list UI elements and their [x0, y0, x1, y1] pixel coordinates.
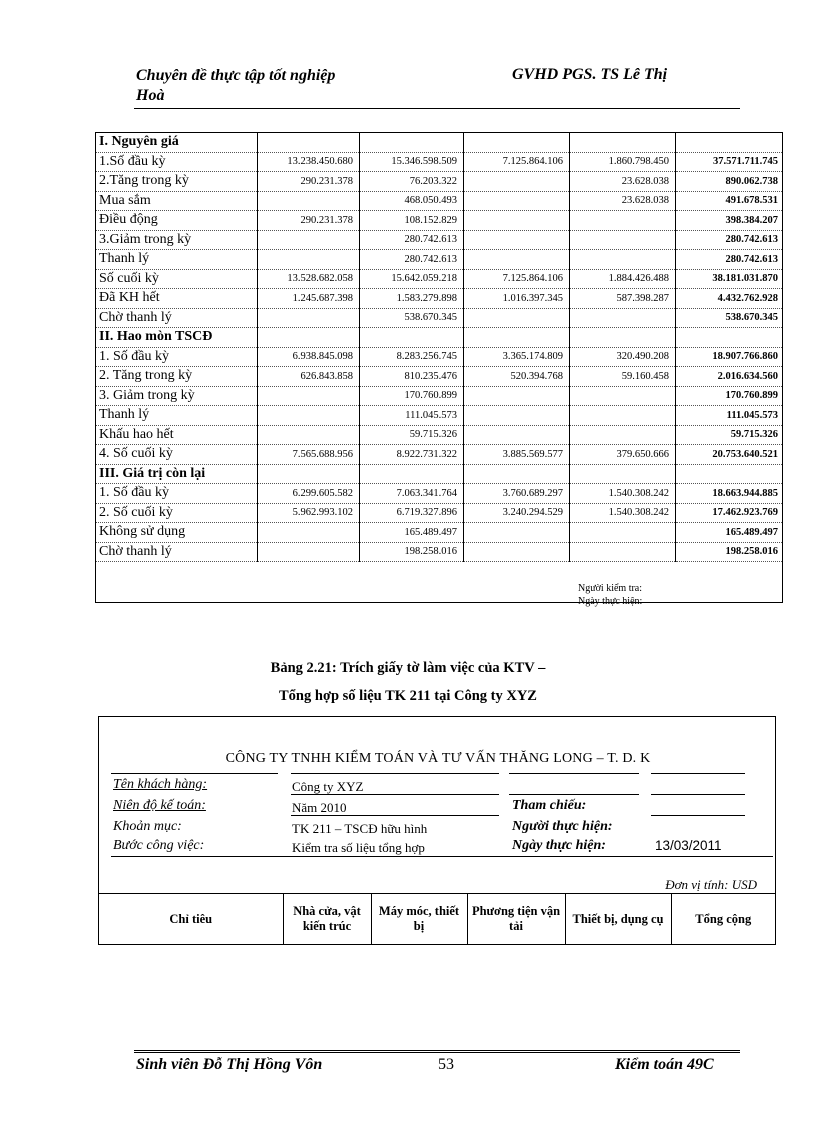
rule	[291, 815, 499, 816]
page-number: 53	[438, 1056, 454, 1073]
vehicles-value	[464, 386, 570, 406]
signoff-date-label: Ngày thực hiện:	[578, 596, 643, 607]
buildings-value	[258, 425, 360, 445]
rule	[651, 794, 745, 795]
total-value: 111.045.573	[676, 406, 783, 426]
vehicles-value	[464, 172, 570, 192]
table-row	[96, 211, 783, 231]
perform-date-label: Ngày thực hiện:	[512, 838, 606, 853]
total-value: 491.678.531	[676, 191, 783, 211]
equipment-value	[570, 328, 676, 348]
footer-class: Kiểm toán 49C	[615, 1056, 714, 1073]
buildings-value	[258, 542, 360, 562]
equipment-value	[570, 542, 676, 562]
machinery-value: 280.742.613	[360, 230, 464, 250]
total-value: 38.181.031.870	[676, 269, 783, 289]
table-row	[96, 406, 783, 426]
equipment-value	[570, 406, 676, 426]
equipment-value	[570, 523, 676, 543]
buildings-value: 6.299.605.582	[258, 484, 360, 504]
header-advisor: GVHD PGS. TS Lê Thị	[512, 66, 668, 83]
vehicles-value	[464, 542, 570, 562]
buildings-value: 13.528.682.058	[258, 269, 360, 289]
row-label: Điều động	[96, 211, 258, 231]
row-label: 1. Số đầu kỳ	[96, 484, 258, 504]
equipment-value: 1.540.308.242	[570, 484, 676, 504]
buildings-value: 290.231.378	[258, 211, 360, 231]
total-value: 890.062.738	[676, 172, 783, 192]
vehicles-value	[464, 406, 570, 426]
buildings-value	[258, 523, 360, 543]
row-label: Chờ thanh lý	[96, 308, 258, 328]
vehicles-value: 7.125.864.106	[464, 152, 570, 172]
buildings-value	[258, 191, 360, 211]
total-value: 37.571.711.745	[676, 152, 783, 172]
buildings-value	[258, 250, 360, 270]
vehicles-value: 3.885.569.577	[464, 445, 570, 465]
machinery-value: 170.760.899	[360, 386, 464, 406]
footer-rule	[134, 1050, 740, 1053]
table-row	[96, 172, 783, 192]
buildings-value: 5.962.993.102	[258, 503, 360, 523]
total-value: 170.760.899	[676, 386, 783, 406]
row-label: 3. Giảm trong kỳ	[96, 386, 258, 406]
buildings-value: 6.938.845.098	[258, 347, 360, 367]
rule	[291, 773, 499, 774]
vehicles-value	[464, 308, 570, 328]
buildings-value	[258, 386, 360, 406]
machinery-value: 8.922.731.322	[360, 445, 464, 465]
vehicles-value	[464, 523, 570, 543]
table-row	[96, 133, 783, 153]
equipment-value	[570, 386, 676, 406]
vehicles-value	[464, 230, 570, 250]
machinery-value: 76.203.322	[360, 172, 464, 192]
vehicles-value	[464, 464, 570, 484]
vehicles-value	[464, 328, 570, 348]
table-row	[96, 367, 783, 387]
account-item-value: TK 211 – TSCĐ hữu hình	[292, 821, 428, 836]
buildings-value	[258, 406, 360, 426]
row-label: Số cuối kỳ	[96, 269, 258, 289]
header-title	[136, 66, 335, 106]
equipment-value: 59.160.458	[570, 367, 676, 387]
total-value	[676, 464, 783, 484]
equipment-value: 379.650.666	[570, 445, 676, 465]
table-row	[96, 289, 783, 309]
machinery-value	[360, 328, 464, 348]
account-item-label: Khoản mục:	[113, 819, 182, 834]
total-value	[676, 328, 783, 348]
vehicles-value	[464, 133, 570, 153]
perform-date-value: 13/03/2011	[655, 838, 722, 853]
table-row	[96, 542, 783, 562]
buildings-value	[258, 133, 360, 153]
fiscal-year-value: Năm 2010	[292, 800, 347, 815]
equipment-value	[570, 308, 676, 328]
total-value: 17.462.923.769	[676, 503, 783, 523]
equipment-value	[570, 425, 676, 445]
signoff-area	[96, 562, 783, 603]
column-header: Nhà cửa, vật kiến trúc	[283, 894, 371, 945]
working-paper-form	[98, 716, 776, 945]
row-label: 4. Số cuối kỳ	[96, 445, 258, 465]
row-label: 3.Giảm trong kỳ	[96, 230, 258, 250]
equipment-value	[570, 230, 676, 250]
machinery-value: 59.715.326	[360, 425, 464, 445]
total-value: 4.432.762.928	[676, 289, 783, 309]
total-value: 18.907.766.860	[676, 347, 783, 367]
table-row	[96, 503, 783, 523]
vehicles-value: 3.240.294.529	[464, 503, 570, 523]
total-value: 280.742.613	[676, 230, 783, 250]
performer-label: Người thực hiện:	[512, 819, 613, 834]
row-label: 1.Số đầu kỳ	[96, 152, 258, 172]
rule	[509, 794, 639, 795]
total-value: 165.489.497	[676, 523, 783, 543]
form-column-headers	[99, 893, 775, 944]
unit-label: Đơn vị tính: USD	[665, 877, 757, 892]
table-row	[96, 445, 783, 465]
vehicles-value	[464, 191, 570, 211]
machinery-value: 7.063.341.764	[360, 484, 464, 504]
caption-line1: Bảng 2.21: Trích giấy tờ làm việc của KTV –	[270, 660, 546, 676]
row-label: 2. Số cuối kỳ	[96, 503, 258, 523]
row-label: 2.Tăng trong kỳ	[96, 172, 258, 192]
reference-label: Tham chiếu:	[512, 798, 587, 813]
row-label: 2. Tăng trong kỳ	[96, 367, 258, 387]
client-value: Công ty XYZ	[292, 779, 364, 794]
buildings-value	[258, 308, 360, 328]
equipment-value	[570, 464, 676, 484]
table-row	[96, 152, 783, 172]
total-value	[676, 133, 783, 153]
machinery-value: 108.152.829	[360, 211, 464, 231]
row-label: Thanh lý	[96, 406, 258, 426]
column-header: Phương tiện vận tải	[467, 894, 565, 945]
buildings-value: 1.245.687.398	[258, 289, 360, 309]
buildings-value: 626.843.858	[258, 367, 360, 387]
equipment-value: 1.860.798.450	[570, 152, 676, 172]
signoff-block	[578, 582, 642, 608]
machinery-value: 111.045.573	[360, 406, 464, 426]
vehicles-value: 3.760.689.297	[464, 484, 570, 504]
equipment-value	[570, 250, 676, 270]
total-value: 20.753.640.521	[676, 445, 783, 465]
vehicles-value: 520.394.768	[464, 367, 570, 387]
column-header: Máy móc, thiết bị	[371, 894, 467, 945]
rule	[509, 773, 639, 774]
equipment-value	[570, 133, 676, 153]
table-row	[96, 191, 783, 211]
equipment-value: 1.540.308.242	[570, 503, 676, 523]
table-row	[96, 464, 783, 484]
table-row	[96, 484, 783, 504]
machinery-value: 810.235.476	[360, 367, 464, 387]
total-value: 280.742.613	[676, 250, 783, 270]
rule	[651, 773, 745, 774]
machinery-value: 165.489.497	[360, 523, 464, 543]
row-label: II. Hao mòn TSCĐ	[96, 328, 258, 348]
row-label: Khấu hao hết	[96, 425, 258, 445]
header-rule	[134, 108, 740, 109]
vehicles-value: 3.365.174.809	[464, 347, 570, 367]
total-value: 198.258.016	[676, 542, 783, 562]
row-label: Không sử dụng	[96, 523, 258, 543]
audit-company-name: CÔNG TY TNHH KIỂM TOÁN VÀ TƯ VẤN THĂNG LONG – T. D. K	[225, 751, 651, 766]
machinery-value: 15.642.059.218	[360, 269, 464, 289]
buildings-value	[258, 328, 360, 348]
equipment-value: 320.490.208	[570, 347, 676, 367]
buildings-value: 7.565.688.956	[258, 445, 360, 465]
fixed-asset-table	[95, 132, 783, 603]
footer-student: Sinh viên Đỗ Thị Hồng Vôn	[136, 1056, 323, 1073]
column-header: Thiết bị, dụng cụ	[565, 894, 671, 945]
total-value: 18.663.944.885	[676, 484, 783, 504]
header-title-line2: Hoà	[136, 87, 165, 104]
client-label: Tên khách hàng:	[113, 777, 208, 792]
table-row	[96, 386, 783, 406]
table-row	[96, 308, 783, 328]
caption-line2: Tổng hợp số liệu TK 211 tại Công ty XYZ	[279, 688, 537, 704]
row-label: Thanh lý	[96, 250, 258, 270]
row-label: Đã KH hết	[96, 289, 258, 309]
table-row	[96, 250, 783, 270]
table-row	[96, 523, 783, 543]
total-value: 538.670.345	[676, 308, 783, 328]
equipment-value: 587.398.287	[570, 289, 676, 309]
machinery-value	[360, 464, 464, 484]
total-value: 2.016.634.560	[676, 367, 783, 387]
total-value: 398.384.207	[676, 211, 783, 231]
table-row	[96, 347, 783, 367]
column-header: Tổng cộng	[671, 894, 775, 945]
vehicles-value	[464, 211, 570, 231]
rule	[111, 773, 278, 774]
table-row	[96, 328, 783, 348]
machinery-value: 1.583.279.898	[360, 289, 464, 309]
rule	[291, 794, 499, 795]
machinery-value: 8.283.256.745	[360, 347, 464, 367]
work-step-value: Kiểm tra số liệu tổng hợp	[292, 840, 425, 855]
equipment-value: 1.884.426.488	[570, 269, 676, 289]
work-step-label: Bước công việc:	[113, 838, 205, 853]
column-header: Chỉ tiêu	[99, 894, 283, 945]
equipment-value: 23.628.038	[570, 191, 676, 211]
header-title-line1: Chuyên đề thực tập tốt nghiệp	[136, 67, 336, 84]
machinery-value: 538.670.345	[360, 308, 464, 328]
buildings-value: 13.238.450.680	[258, 152, 360, 172]
table-row	[96, 425, 783, 445]
rule	[651, 815, 745, 816]
vehicles-value: 1.016.397.345	[464, 289, 570, 309]
buildings-value	[258, 230, 360, 250]
buildings-value	[258, 464, 360, 484]
total-value: 59.715.326	[676, 425, 783, 445]
machinery-value: 468.050.493	[360, 191, 464, 211]
row-label: 1. Số đầu kỳ	[96, 347, 258, 367]
machinery-value	[360, 133, 464, 153]
reviewer-label: Người kiểm tra:	[578, 583, 643, 594]
row-label: III. Giá trị còn lại	[96, 464, 258, 484]
row-label: I. Nguyên giá	[96, 133, 258, 153]
vehicles-value	[464, 425, 570, 445]
table-row	[96, 269, 783, 289]
equipment-value: 23.628.038	[570, 172, 676, 192]
vehicles-value	[464, 250, 570, 270]
machinery-value: 6.719.327.896	[360, 503, 464, 523]
rule	[111, 856, 773, 857]
table-footer-row	[96, 562, 783, 603]
fiscal-year-label: Niên độ kế toán:	[113, 798, 206, 813]
machinery-value: 15.346.598.509	[360, 152, 464, 172]
equipment-value	[570, 211, 676, 231]
machinery-value: 198.258.016	[360, 542, 464, 562]
buildings-value: 290.231.378	[258, 172, 360, 192]
table-row	[96, 230, 783, 250]
vehicles-value: 7.125.864.106	[464, 269, 570, 289]
machinery-value: 280.742.613	[360, 250, 464, 270]
row-label: Chờ thanh lý	[96, 542, 258, 562]
row-label: Mua sắm	[96, 191, 258, 211]
